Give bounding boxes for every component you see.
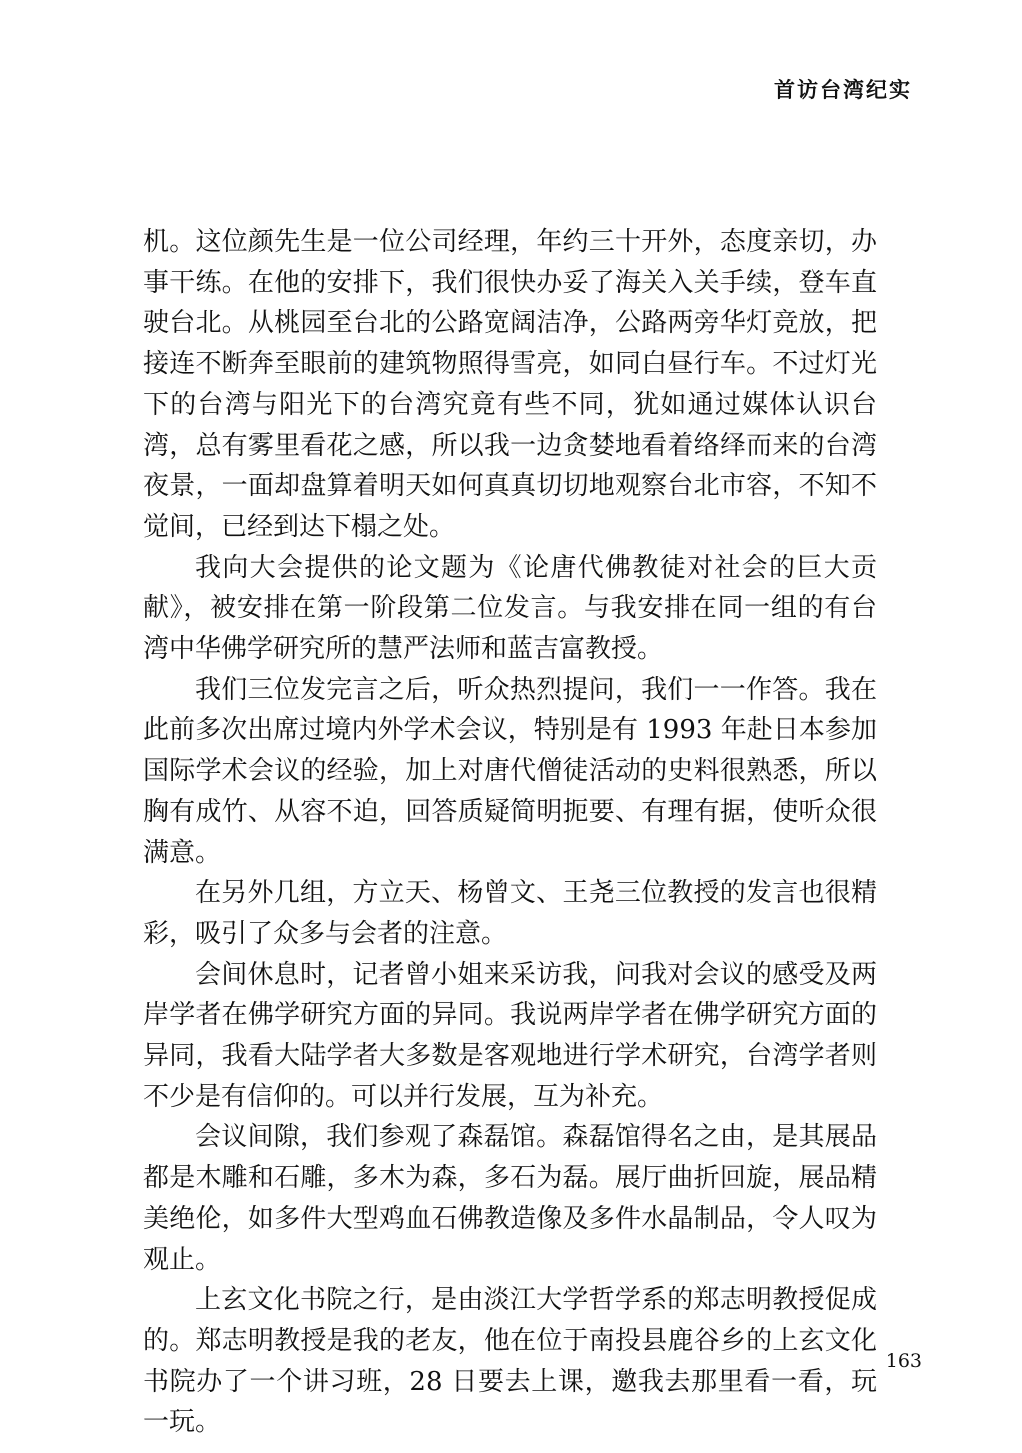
paragraph: 我们三位发完言之后，听众热烈提问，我们一一作答。我在此前多次出席过境内外学术会议，特别是有 1993 年赴日本参加国际学术会议的经验，加上对唐代僧徒活动的史料很熟悉，所以胸有成竹、从容不迫，回答质疑简明扼要、有理有据，使听众很满意。 [143, 674, 877, 868]
paragraph: 会议间隙，我们参观了森磊馆。森磊馆得名之由，是其展品都是木雕和石雕，多木为森，多石为磊。展厅曲折回旋，展品精美绝伦，如多件大型鸡血石佛教造像及多件水晶制品，令人叹为观止。 [143, 1122, 877, 1275]
paragraph: 上玄文化书院之行，是由淡江大学哲学系的郑志明教授促成的。郑志明教授是我的老友，他在位于南投县鹿谷乡的上玄文化书院办了一个讲习班，28 日要去上课，邀我去那里看一看，玩一玩。 [143, 1285, 877, 1438]
running-header-title: 首访台湾纪实 [774, 78, 912, 102]
paragraph-continued: 机。这位颜先生是一位公司经理，年约三十开外，态度亲切，办事干练。在他的安排下，我们很快办妥了海关入关手续，登车直驶台北。从桃园至台北的公路宽阔洁净，公路两旁华灯竞放，把接连不断奔至眼前的建筑物照得雪亮，如同白昼行车。不过灯光下的台湾与阳光下的台湾究竟有些不同，犹如通过媒体认识台湾，总有雾里看花之感，所以我一边贪婪地看着络绎而来的台湾夜景，一面却盘算着明天如何真真切切地观察台北市容，不知不觉间，已经到达下榻之处。 [143, 227, 877, 542]
paragraph: 我向大会提供的论文题为《论唐代佛教徒对社会的巨大贡献》，被安排在第一阶段第二位发言。与我安排在同一组的有台湾中华佛学研究所的慧严法师和蓝吉富教授。 [143, 552, 877, 665]
body-text [143, 222, 877, 1443]
paragraph: 在另外几组，方立天、杨曾文、王尧三位教授的发言也很精彩，吸引了众多与会者的注意。 [143, 878, 877, 949]
paragraph: 会间休息时，记者曾小姐来采访我，问我对会议的感受及两岸学者在佛学研究方面的异同。我说两岸学者在佛学研究方面的异同，我看大陆学者大多数是客观地进行学术研究，台湾学者则不少是有信仰的。可以并行发展，互为补充。 [143, 959, 877, 1112]
page-number: 163 [885, 1350, 922, 1372]
